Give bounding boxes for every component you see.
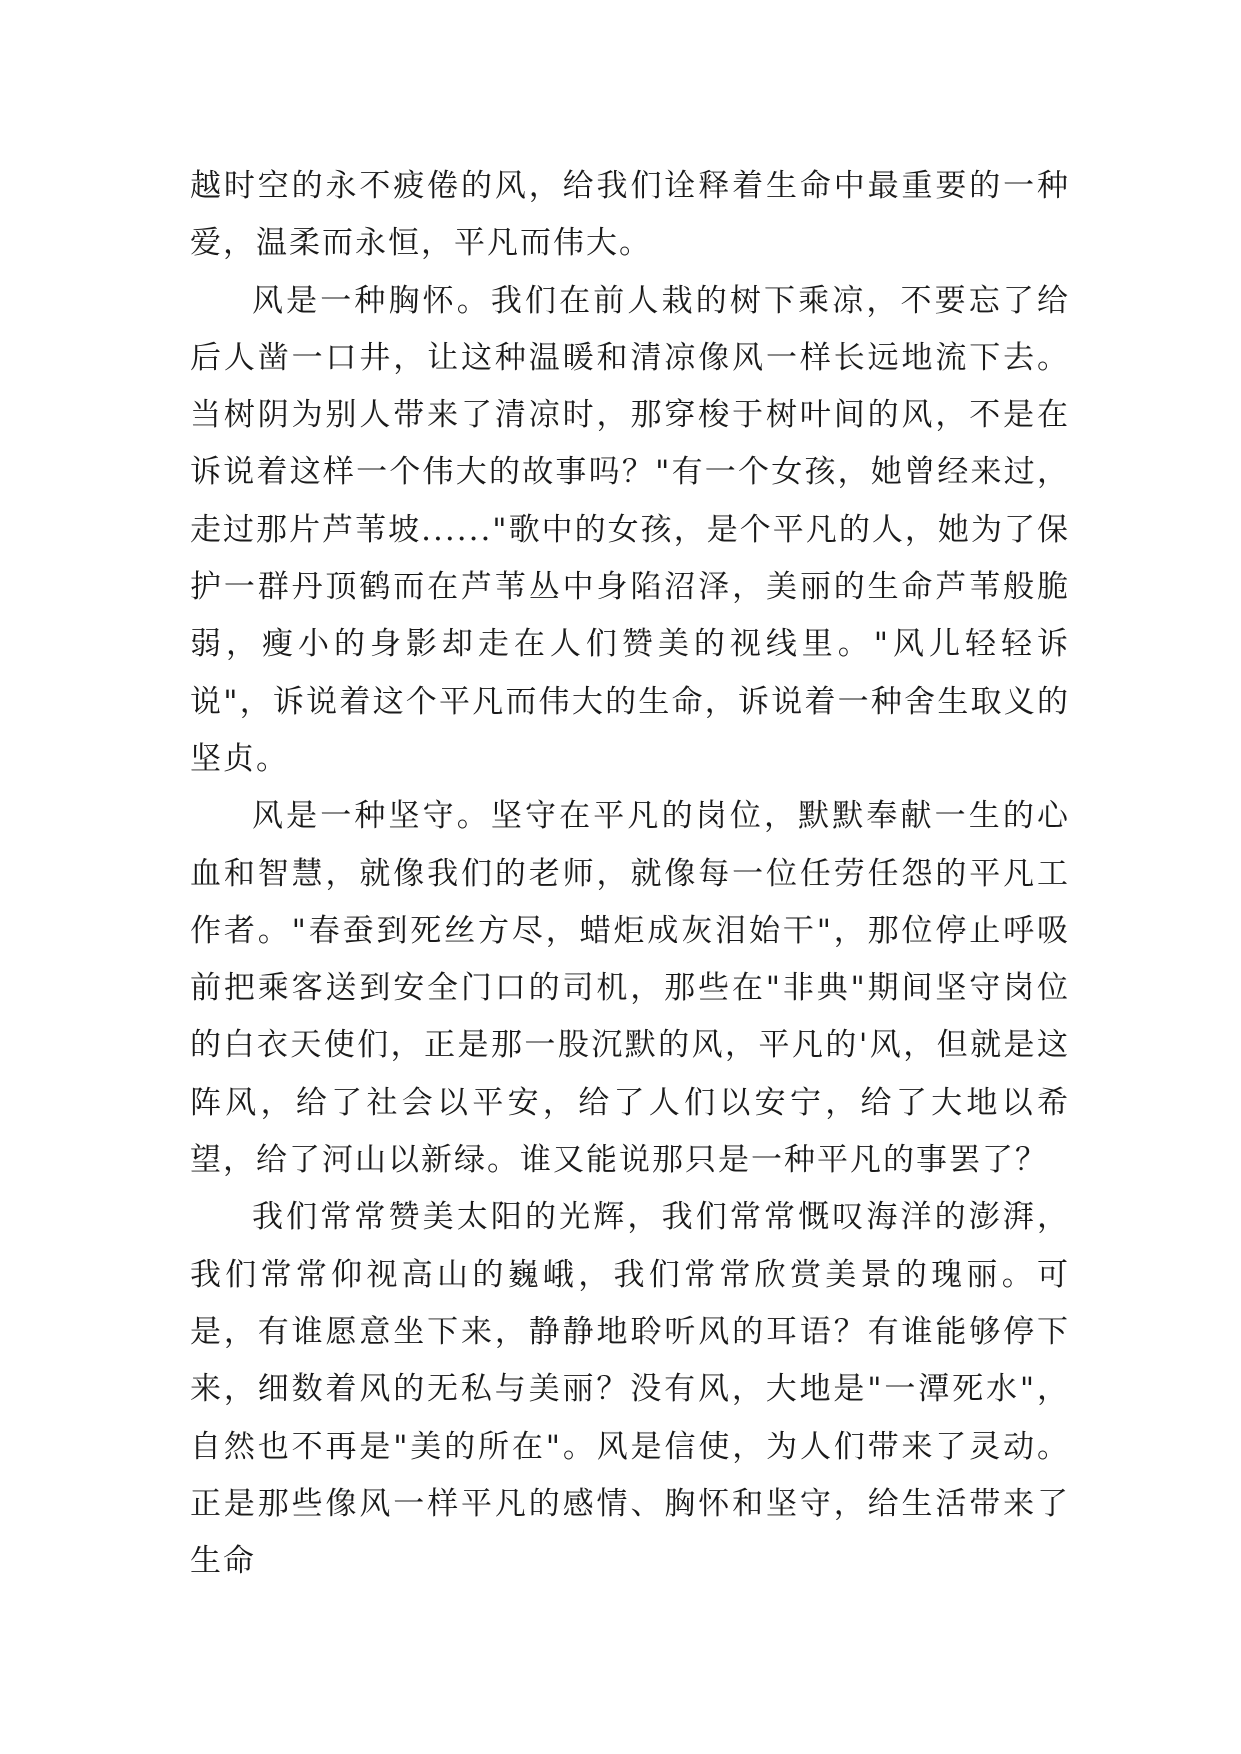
paragraph-1: 越时空的永不疲倦的风，给我们诠释着生命中最重要的一种爱，温柔而永恒，平凡而伟大。 — [190, 168, 1070, 262]
paragraph-3: 风是一种坚守。坚守在平凡的岗位，默默奉献一生的心血和智慧，就像我们的老师，就像每一位任劳任怨的平凡工作者。"春蚕到死丝方尽，蜡炬成灰泪始干"，那位停止呼吸前把乘客送到安全门口的司机，那些在"非典"期间坚守岗位的白衣天使们，正是那一股沉默的风，平凡的'风，但就是这阵风，给了社会以平安，给了人们以安宁，给了大地以希望，给了河山以新绿。谁又能说那只是一种平凡的事罢了？ — [190, 798, 1070, 1179]
paragraph-2: 风是一种胸怀。我们在前人栽的树下乘凉，不要忘了给后人凿一口井，让这种温暖和清凉像风一样长远地流下去。当树阴为别人带来了清凉时，那穿梭于树叶间的风，不是在诉说着这样一个伟大的故事吗？"有一个女孩，她曾经来过，走过那片芦苇坡......"歌中的女孩，是个平凡的人，她为了保护一群丹顶鹤而在芦苇丛中身陷沼泽，美丽的生命芦苇般脆弱，瘦小的身影却走在人们赞美的视线里。"风儿轻轻诉说"，诉说着这个平凡而伟大的生命，诉说着一种舍生取义的坚贞。 — [190, 282, 1070, 777]
body-text — [190, 158, 1070, 1590]
paragraph-4: 我们常常赞美太阳的光辉，我们常常慨叹海洋的澎湃，我们常常仰视高山的巍峨，我们常常欣赏美景的瑰丽。可是，有谁愿意坐下来，静静地聆听风的耳语？有谁能够停下来，细数着风的无私与美丽？没有风，大地是"一潭死水"，自然也不再是"美的所在"。风是信使，为人们带来了灵动。正是那些像风一样平凡的感情、胸怀和坚守，给生活带来了生命 — [190, 1199, 1070, 1580]
